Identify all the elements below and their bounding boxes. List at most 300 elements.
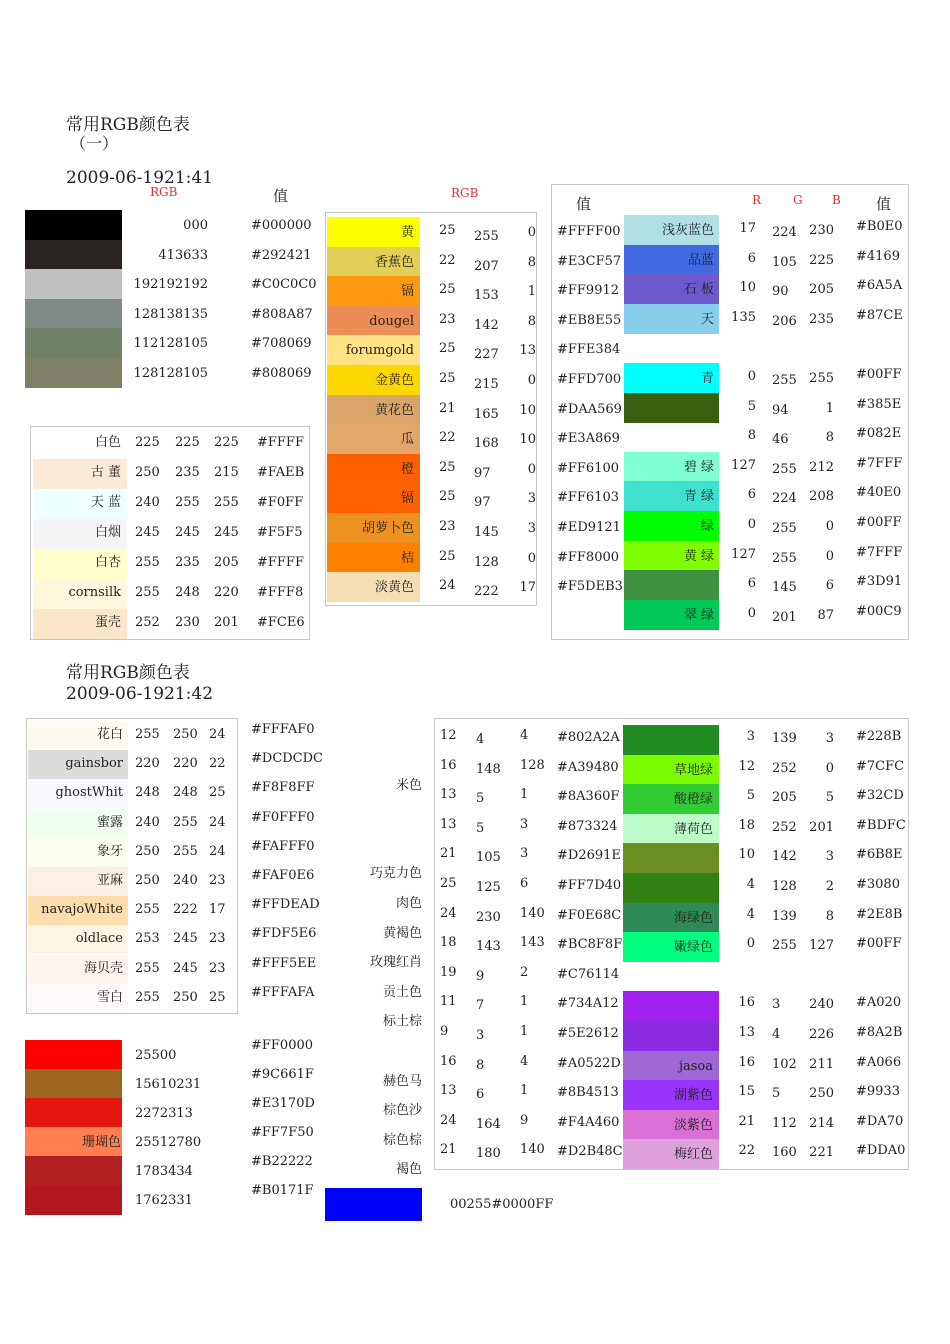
hex-value: #292421: [251, 247, 312, 263]
g-value: 180: [476, 1146, 501, 1162]
color-name: 巧克力色: [369, 866, 422, 882]
hex-value: #FFDEAD: [251, 897, 320, 913]
g-value: 125: [476, 880, 501, 895]
color-name: dougel: [369, 313, 414, 329]
r-value: 25: [439, 223, 456, 238]
g-value: 128: [474, 554, 499, 570]
hex-value: #FAEB: [257, 465, 305, 480]
g-value: 248: [175, 585, 200, 600]
hex-value: #E3A869: [557, 431, 620, 447]
b-value: 4: [520, 728, 529, 743]
g-value: 255: [175, 495, 200, 510]
rgb-value: 128138135: [133, 306, 208, 322]
hex-value: #F5DEB3: [557, 579, 623, 595]
g-value: 112: [772, 1115, 797, 1131]
hex-value: #7CFC: [856, 758, 905, 774]
color-name: navajoWhite: [41, 902, 123, 918]
color-name: 青: [700, 371, 714, 386]
color-swatch: [25, 1069, 122, 1099]
g-value: 164: [476, 1116, 501, 1132]
color-name: 蛋壳: [94, 615, 121, 630]
header-g: G: [793, 193, 803, 207]
g-value: 6: [476, 1087, 485, 1103]
color-name: gainsbor: [65, 756, 123, 772]
hex-value: #87CE: [856, 307, 903, 323]
hex-value: #873324: [557, 818, 618, 834]
color-swatch: [25, 269, 122, 299]
color-name: 白色: [94, 435, 121, 450]
b-value: 6: [825, 578, 834, 594]
color-name: 海绿色: [673, 910, 713, 926]
r-value: 13: [738, 1025, 755, 1040]
color-name: 黄 绿: [683, 548, 714, 564]
b-value: 205: [214, 555, 239, 570]
color-name: 嫩绿色: [673, 940, 713, 956]
hex-value: #6B8E: [856, 847, 903, 863]
color-swatch: [623, 873, 719, 903]
hex-value: #808A87: [251, 306, 313, 322]
hex-value: #FF0000: [251, 1038, 314, 1053]
b-value: 230: [809, 223, 834, 238]
g-value: 220: [173, 756, 198, 772]
r-value: 22: [439, 430, 456, 446]
b-value: 8: [527, 254, 536, 270]
b-value: 0: [527, 373, 536, 388]
color-swatch: [25, 1156, 122, 1186]
rgb-value: 1762331: [135, 1193, 193, 1208]
r-value: 6: [747, 576, 756, 592]
hex-value: #A0522D: [557, 1055, 621, 1071]
timestamp-1: 2009-06-1921:41: [66, 168, 214, 188]
hex-value: #708069: [251, 336, 312, 351]
color-name: 翠 绿: [683, 607, 714, 623]
g-value: 139: [772, 731, 797, 746]
r-value: 0: [746, 936, 755, 952]
hex-value: #F0FF: [257, 495, 304, 510]
r-value: 248: [135, 785, 160, 801]
b-value: 24: [209, 843, 226, 859]
b-value: 201: [809, 819, 834, 835]
g-value: 168: [474, 436, 499, 452]
g-value: 224: [772, 491, 797, 507]
b-value: 23: [209, 873, 226, 888]
b-value: 128: [520, 757, 545, 773]
hex-value: #00FF: [856, 515, 902, 530]
hex-value: #FFFAFA: [251, 984, 315, 1000]
hex-value: #C76114: [557, 966, 620, 982]
g-value: 145: [772, 580, 797, 596]
rgb-value: 25512780: [135, 1135, 202, 1150]
blue-value: 00255#0000FF: [450, 1197, 554, 1212]
hex-value: #FAFFF0: [251, 838, 315, 854]
r-value: 25: [439, 459, 456, 475]
b-value: 235: [809, 311, 834, 327]
b-value: 225: [214, 435, 239, 450]
b-value: 225: [809, 252, 834, 268]
r-value: 12: [440, 728, 457, 743]
r-value: 255: [135, 989, 160, 1005]
g-value: 224: [772, 225, 797, 240]
b-value: 215: [214, 465, 239, 480]
hex-value: #FF6103: [557, 490, 620, 506]
block-white-colors: [30, 426, 310, 640]
hex-value: #FAF0E6: [251, 868, 315, 883]
r-value: 225: [135, 435, 160, 450]
g-value: 227: [474, 347, 499, 363]
hex-value: #D2691E: [557, 848, 621, 864]
g-value: 222: [173, 902, 198, 918]
header-rgb-2: RGB: [451, 186, 479, 200]
g-value: 46: [772, 432, 789, 448]
color-name: 淡紫色: [673, 1117, 713, 1133]
r-value: 25: [439, 341, 456, 357]
color-swatch: [623, 843, 719, 873]
color-name: 棕色棕: [382, 1132, 422, 1148]
g-value: 153: [474, 288, 499, 304]
b-value: 1: [527, 284, 536, 300]
b-value: 8: [527, 313, 536, 329]
b-value: 1: [520, 1024, 529, 1039]
b-value: 3: [527, 491, 536, 507]
color-name: 瓜: [400, 432, 414, 448]
g-value: 255: [772, 521, 797, 536]
r-value: 255: [135, 555, 160, 570]
color-swatch: [25, 1185, 122, 1215]
color-name: 白烟: [94, 525, 121, 540]
color-name: 草地绿: [673, 762, 713, 778]
r-value: 25: [439, 282, 456, 298]
color-name: 梅红色: [673, 1147, 713, 1163]
g-value: 4: [476, 732, 485, 747]
g-value: 225: [175, 435, 200, 450]
r-value: 23: [439, 519, 456, 534]
timestamp-2: 2009-06-1921:42: [66, 684, 214, 704]
b-value: 10: [519, 432, 536, 448]
hex-value: #FFD700: [557, 372, 622, 387]
hex-value: #A020: [856, 995, 902, 1011]
r-value: 9: [440, 1024, 449, 1039]
g-value: 128: [772, 879, 797, 894]
color-name: 赫色马: [382, 1073, 422, 1089]
g-value: 240: [173, 873, 198, 888]
rgb-value: 112128105: [133, 336, 208, 351]
rgb-value: 2272313: [135, 1106, 193, 1121]
b-value: 10: [519, 402, 536, 418]
hex-value: #FFF5EE: [251, 955, 317, 971]
r-value: 22: [439, 252, 456, 268]
b-value: 3: [527, 521, 536, 536]
g-value: 235: [175, 555, 200, 570]
color-name: 黄: [400, 225, 414, 240]
hex-value: #F4A460: [557, 1114, 620, 1130]
b-value: 0: [527, 550, 536, 566]
hex-value: #6A5A: [856, 278, 903, 294]
hex-value: #8A360F: [557, 789, 620, 805]
g-value: 255: [474, 229, 499, 244]
b-value: 143: [520, 935, 545, 951]
rgb-value: 1783434: [135, 1164, 193, 1179]
hex-value: #FCE6: [257, 615, 305, 630]
hex-value: #3D91: [856, 574, 903, 590]
hex-value: #F0FFF0: [251, 809, 315, 825]
hex-value: #A39480: [557, 759, 619, 775]
b-value: 87: [817, 607, 834, 623]
g-value: 142: [772, 849, 797, 865]
b-value: 6: [520, 876, 529, 891]
r-value: 10: [738, 847, 755, 863]
b-value: 24: [209, 814, 226, 830]
color-swatch: [25, 299, 122, 329]
color-name: jasoa: [678, 1058, 713, 1074]
r-value: 240: [135, 814, 160, 830]
color-name: 镉: [400, 491, 414, 507]
g-value: 5: [476, 820, 485, 836]
color-name: 橙: [400, 461, 414, 477]
b-value: 8: [825, 908, 834, 924]
g-value: 255: [173, 814, 198, 830]
color-name: forumgold: [345, 343, 414, 359]
r-value: 6: [747, 487, 756, 503]
r-value: 25: [440, 876, 457, 891]
b-value: 140: [520, 905, 545, 921]
r-value: 5: [746, 788, 755, 804]
color-name: 天: [700, 311, 714, 327]
r-value: 21: [440, 1142, 457, 1158]
hex-value: #ED9121: [557, 520, 621, 535]
hex-value: #FFF8: [257, 585, 304, 600]
r-value: 13: [440, 787, 457, 803]
hex-value: #9933: [856, 1084, 900, 1100]
color-name: 酸橙绿: [673, 792, 713, 808]
hex-value: #B0171F: [251, 1183, 314, 1198]
color-name: 蜜露: [96, 814, 123, 830]
hex-value: #FFFAF0: [251, 722, 315, 737]
g-value: 255: [772, 550, 797, 566]
color-name: 绿: [700, 519, 714, 534]
hex-value: #5E2612: [557, 1026, 619, 1041]
b-value: 24: [209, 727, 226, 742]
g-value: 5: [476, 791, 485, 807]
r-value: 24: [440, 1112, 457, 1128]
r-value: 16: [738, 1054, 755, 1070]
color-name: 镉: [400, 284, 414, 300]
r-value: 15: [738, 1084, 755, 1100]
hex-value: #7FFF: [856, 455, 903, 471]
hex-value: #E3170D: [251, 1096, 315, 1111]
color-name: oldlace: [75, 931, 123, 947]
b-value: 17: [209, 902, 226, 918]
hex-value: #F8F8FF: [251, 780, 315, 796]
b-value: 4: [520, 1053, 529, 1069]
r-value: 4: [746, 906, 755, 922]
hex-value: #32CD: [856, 788, 904, 804]
hex-value: #A066: [856, 1054, 902, 1070]
hex-value: #2E8B: [856, 906, 903, 922]
b-value: 140: [520, 1142, 545, 1158]
color-name: 贡土色: [382, 984, 422, 1000]
r-value: 25: [439, 371, 456, 386]
g-value: 102: [772, 1056, 797, 1072]
r-value: 127: [731, 546, 756, 562]
b-value: 255: [214, 495, 239, 510]
b-value: 8: [825, 430, 834, 446]
color-name: 胡萝卜色: [361, 521, 414, 536]
r-value: 255: [135, 727, 160, 742]
b-value: 3: [520, 846, 529, 862]
color-name: 金黄色: [374, 373, 414, 388]
g-value: 148: [476, 761, 501, 777]
hex-value: #FF7F50: [251, 1125, 314, 1140]
g-value: 3: [772, 997, 781, 1013]
g-value: 9: [476, 968, 485, 984]
header-b: B: [832, 193, 841, 207]
r-value: 24: [439, 578, 456, 594]
r-value: 19: [440, 964, 457, 980]
color-name: cornsilk: [68, 585, 121, 600]
block-yellow-orange-colors: [325, 186, 537, 606]
hex-value: #40E0: [856, 485, 902, 501]
r-value: 0: [747, 605, 756, 621]
hex-value: #9C661F: [251, 1067, 314, 1082]
g-value: 97: [474, 495, 491, 511]
hex-value: #802A2A: [557, 730, 620, 745]
b-value: 3: [520, 816, 529, 832]
hex-value: #00FF: [856, 367, 902, 382]
color-swatch: [25, 328, 122, 358]
hex-value: #C0C0C0: [251, 277, 317, 292]
g-value: 205: [772, 790, 797, 806]
header-value-3: 值: [876, 195, 892, 213]
color-name: 雪白: [96, 989, 123, 1005]
b-value: 127: [809, 938, 834, 954]
color-name: 肉色: [395, 896, 422, 911]
g-value: 94: [772, 402, 789, 418]
rgb-value: 15610231: [135, 1077, 202, 1092]
hex-value: #DA70: [856, 1113, 904, 1129]
g-value: 201: [772, 609, 797, 625]
b-value: 9: [520, 1112, 529, 1128]
g-value: 142: [474, 317, 499, 333]
page-subtitle: （一）: [70, 134, 119, 153]
hex-value: #00FF: [856, 936, 902, 952]
g-value: 252: [772, 819, 797, 835]
g-value: 145: [474, 525, 499, 540]
hex-value: #FF8000: [557, 549, 620, 565]
g-value: 207: [474, 258, 499, 274]
hex-value: #7FFF: [856, 544, 903, 560]
g-value: 105: [772, 254, 797, 270]
b-value: 0: [527, 461, 536, 477]
color-swatch: [25, 240, 122, 270]
b-value: 1: [825, 400, 834, 416]
r-value: 4: [746, 877, 755, 892]
g-value: 8: [476, 1057, 485, 1073]
hex-value: #BC8F8F: [557, 937, 623, 953]
r-value: 240: [135, 495, 160, 510]
b-value: 3: [825, 731, 834, 746]
g-value: 255: [173, 843, 198, 859]
color-swatch: [25, 210, 122, 240]
hex-value: #B0E0: [856, 219, 903, 234]
header-r: R: [752, 193, 762, 207]
hex-value: #734A12: [557, 996, 619, 1012]
b-value: 221: [809, 1145, 834, 1161]
r-value: 22: [738, 1143, 755, 1159]
color-name: 象牙: [96, 843, 123, 859]
b-value: 0: [825, 760, 834, 776]
color-name: 黄褐色: [382, 925, 422, 941]
g-value: 255: [772, 373, 797, 388]
b-value: 0: [527, 225, 536, 240]
hex-value: #8B4513: [557, 1085, 619, 1101]
r-value: 255: [135, 902, 160, 918]
g-value: 230: [175, 615, 200, 630]
b-value: 208: [809, 489, 834, 505]
header-value-1: 值: [273, 187, 289, 205]
color-swatch: [624, 570, 719, 600]
color-name: 亚麻: [96, 873, 123, 888]
hex-value: #228B: [856, 729, 902, 744]
r-value: 8: [747, 428, 756, 444]
r-value: 250: [135, 873, 160, 888]
g-value: 3: [476, 1028, 485, 1043]
r-value: 135: [731, 309, 756, 325]
b-value: 250: [809, 1086, 834, 1102]
b-value: 25: [209, 785, 226, 801]
b-value: 5: [825, 790, 834, 806]
r-value: 13: [440, 1083, 457, 1099]
color-name: 棕色沙: [382, 1103, 422, 1119]
g-value: 230: [476, 909, 501, 925]
r-value: 250: [135, 843, 160, 859]
r-value: 21: [439, 400, 456, 416]
color-name: 天 蓝: [90, 495, 121, 510]
color-name: 湖紫色: [673, 1088, 713, 1104]
color-name: ghostWhit: [55, 785, 123, 801]
r-value: 16: [738, 995, 755, 1011]
b-value: 240: [809, 997, 834, 1013]
hex-value: #BDFC: [856, 817, 906, 833]
hex-value: #FFE384: [557, 342, 621, 358]
color-name: 花白: [96, 727, 123, 742]
b-value: 211: [809, 1056, 834, 1072]
b-value: 2: [520, 964, 529, 980]
b-value: 22: [209, 756, 226, 772]
b-value: 1: [520, 994, 529, 1010]
b-value: 1: [520, 1083, 529, 1099]
g-value: 160: [772, 1145, 797, 1161]
hex-value: #EB8E55: [557, 312, 622, 328]
hex-value: #FFFF: [257, 555, 304, 570]
color-name: 白杏: [94, 555, 121, 570]
g-value: 206: [772, 313, 797, 329]
g-value: 105: [476, 850, 501, 866]
g-value: 97: [474, 465, 491, 481]
color-swatch: [25, 1040, 122, 1070]
r-value: 253: [135, 931, 160, 947]
color-name: 石 板: [683, 282, 714, 298]
r-value: 255: [135, 960, 160, 976]
color-name: 碧 绿: [683, 459, 714, 475]
hex-value: #E3CF57: [557, 253, 622, 269]
blue-swatch: [325, 1188, 422, 1221]
header-rgb-1: RGB: [150, 185, 178, 199]
color-name: 古 董: [90, 465, 121, 480]
g-value: 215: [474, 377, 499, 392]
color-name: 米色: [395, 777, 422, 793]
color-swatch: [623, 991, 719, 1021]
r-value: 245: [135, 525, 160, 540]
